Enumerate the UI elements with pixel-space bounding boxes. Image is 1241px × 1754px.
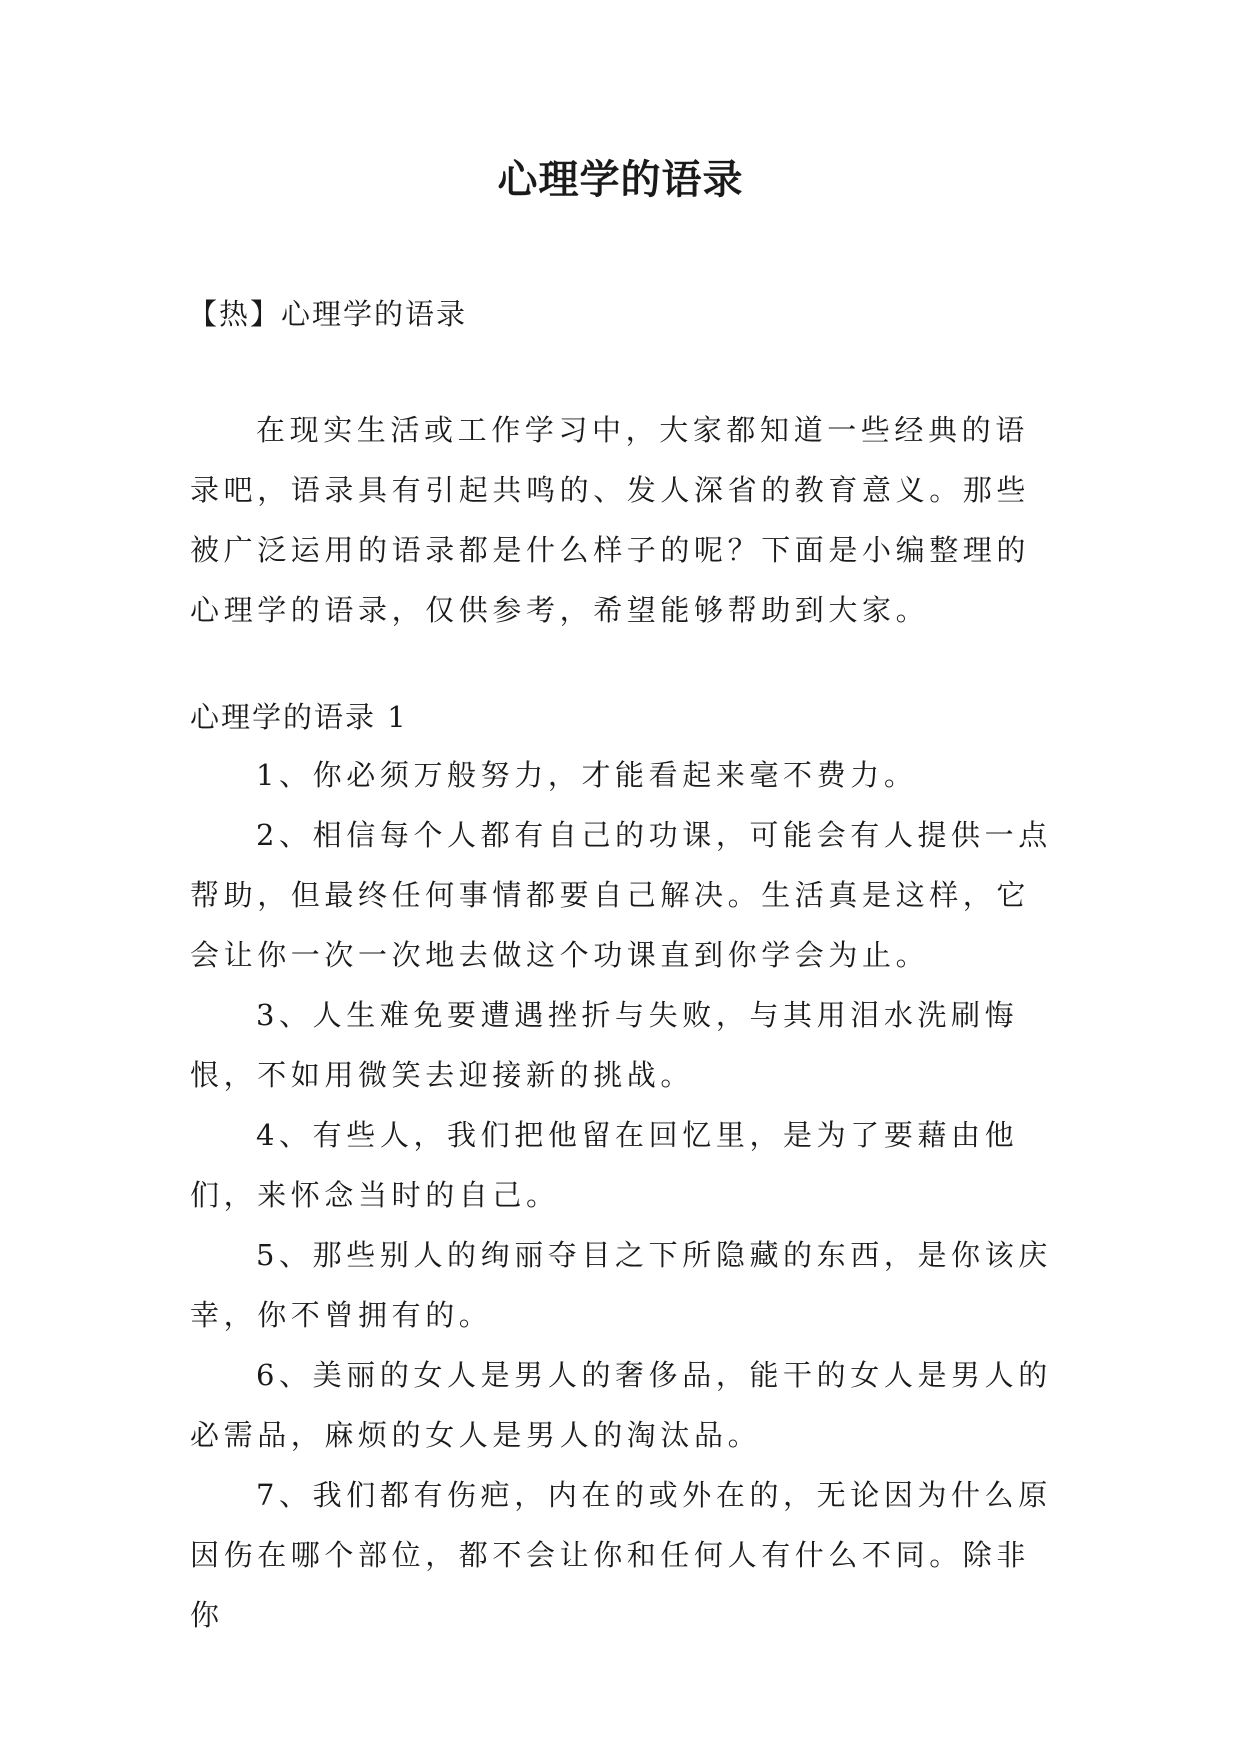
quote-item-2: 2、相信每个人都有自己的功课，可能会有人提供一点帮助，但最终任何事情都要自己解决。生活真是这样，它会让你一次一次地去做这个功课直到你学会为止。 (190, 818, 1052, 972)
quote-item-1: 1、你必须万般努力，才能看起来毫不费力。 (256, 758, 918, 792)
quote-item-5: 5、那些别人的绚丽夺目之下所隐藏的东西，是你该庆幸，你不曾拥有的。 (190, 1238, 1052, 1332)
quote-item-3: 3、人生难免要遭遇挫折与失败，与其用泪水洗刷悔恨，不如用微笑去迎接新的挑战。 (190, 998, 1019, 1092)
quote-item-7: 7、我们都有伤疤，内在的或外在的，无论因为什么原因伤在哪个部位，都不会让你和任何人有什么不同。除非你 (190, 1478, 1052, 1632)
quote-list (190, 745, 1062, 1645)
document-subtitle: 【热】心理学的语录 (188, 297, 468, 331)
quote-item-4: 4、有些人，我们把他留在回忆里，是为了要藉由他们，来怀念当时的自己。 (190, 1118, 1019, 1212)
section-heading: 心理学的语录 1 (190, 700, 408, 734)
intro-paragraph: 在现实生活或工作学习中，大家都知道一些经典的语录吧，语录具有引起共鸣的、发人深省的教育意义。那些被广泛运用的语录都是什么样子的呢？下面是小编整理的心理学的语录，仅供参考，希望能够帮助到大家。 (190, 413, 1031, 627)
quote-item-6: 6、美丽的女人是男人的奢侈品，能干的女人是男人的必需品，麻烦的女人是男人的淘汰品。 (190, 1358, 1052, 1452)
document-title: 心理学的语录 (497, 157, 744, 203)
